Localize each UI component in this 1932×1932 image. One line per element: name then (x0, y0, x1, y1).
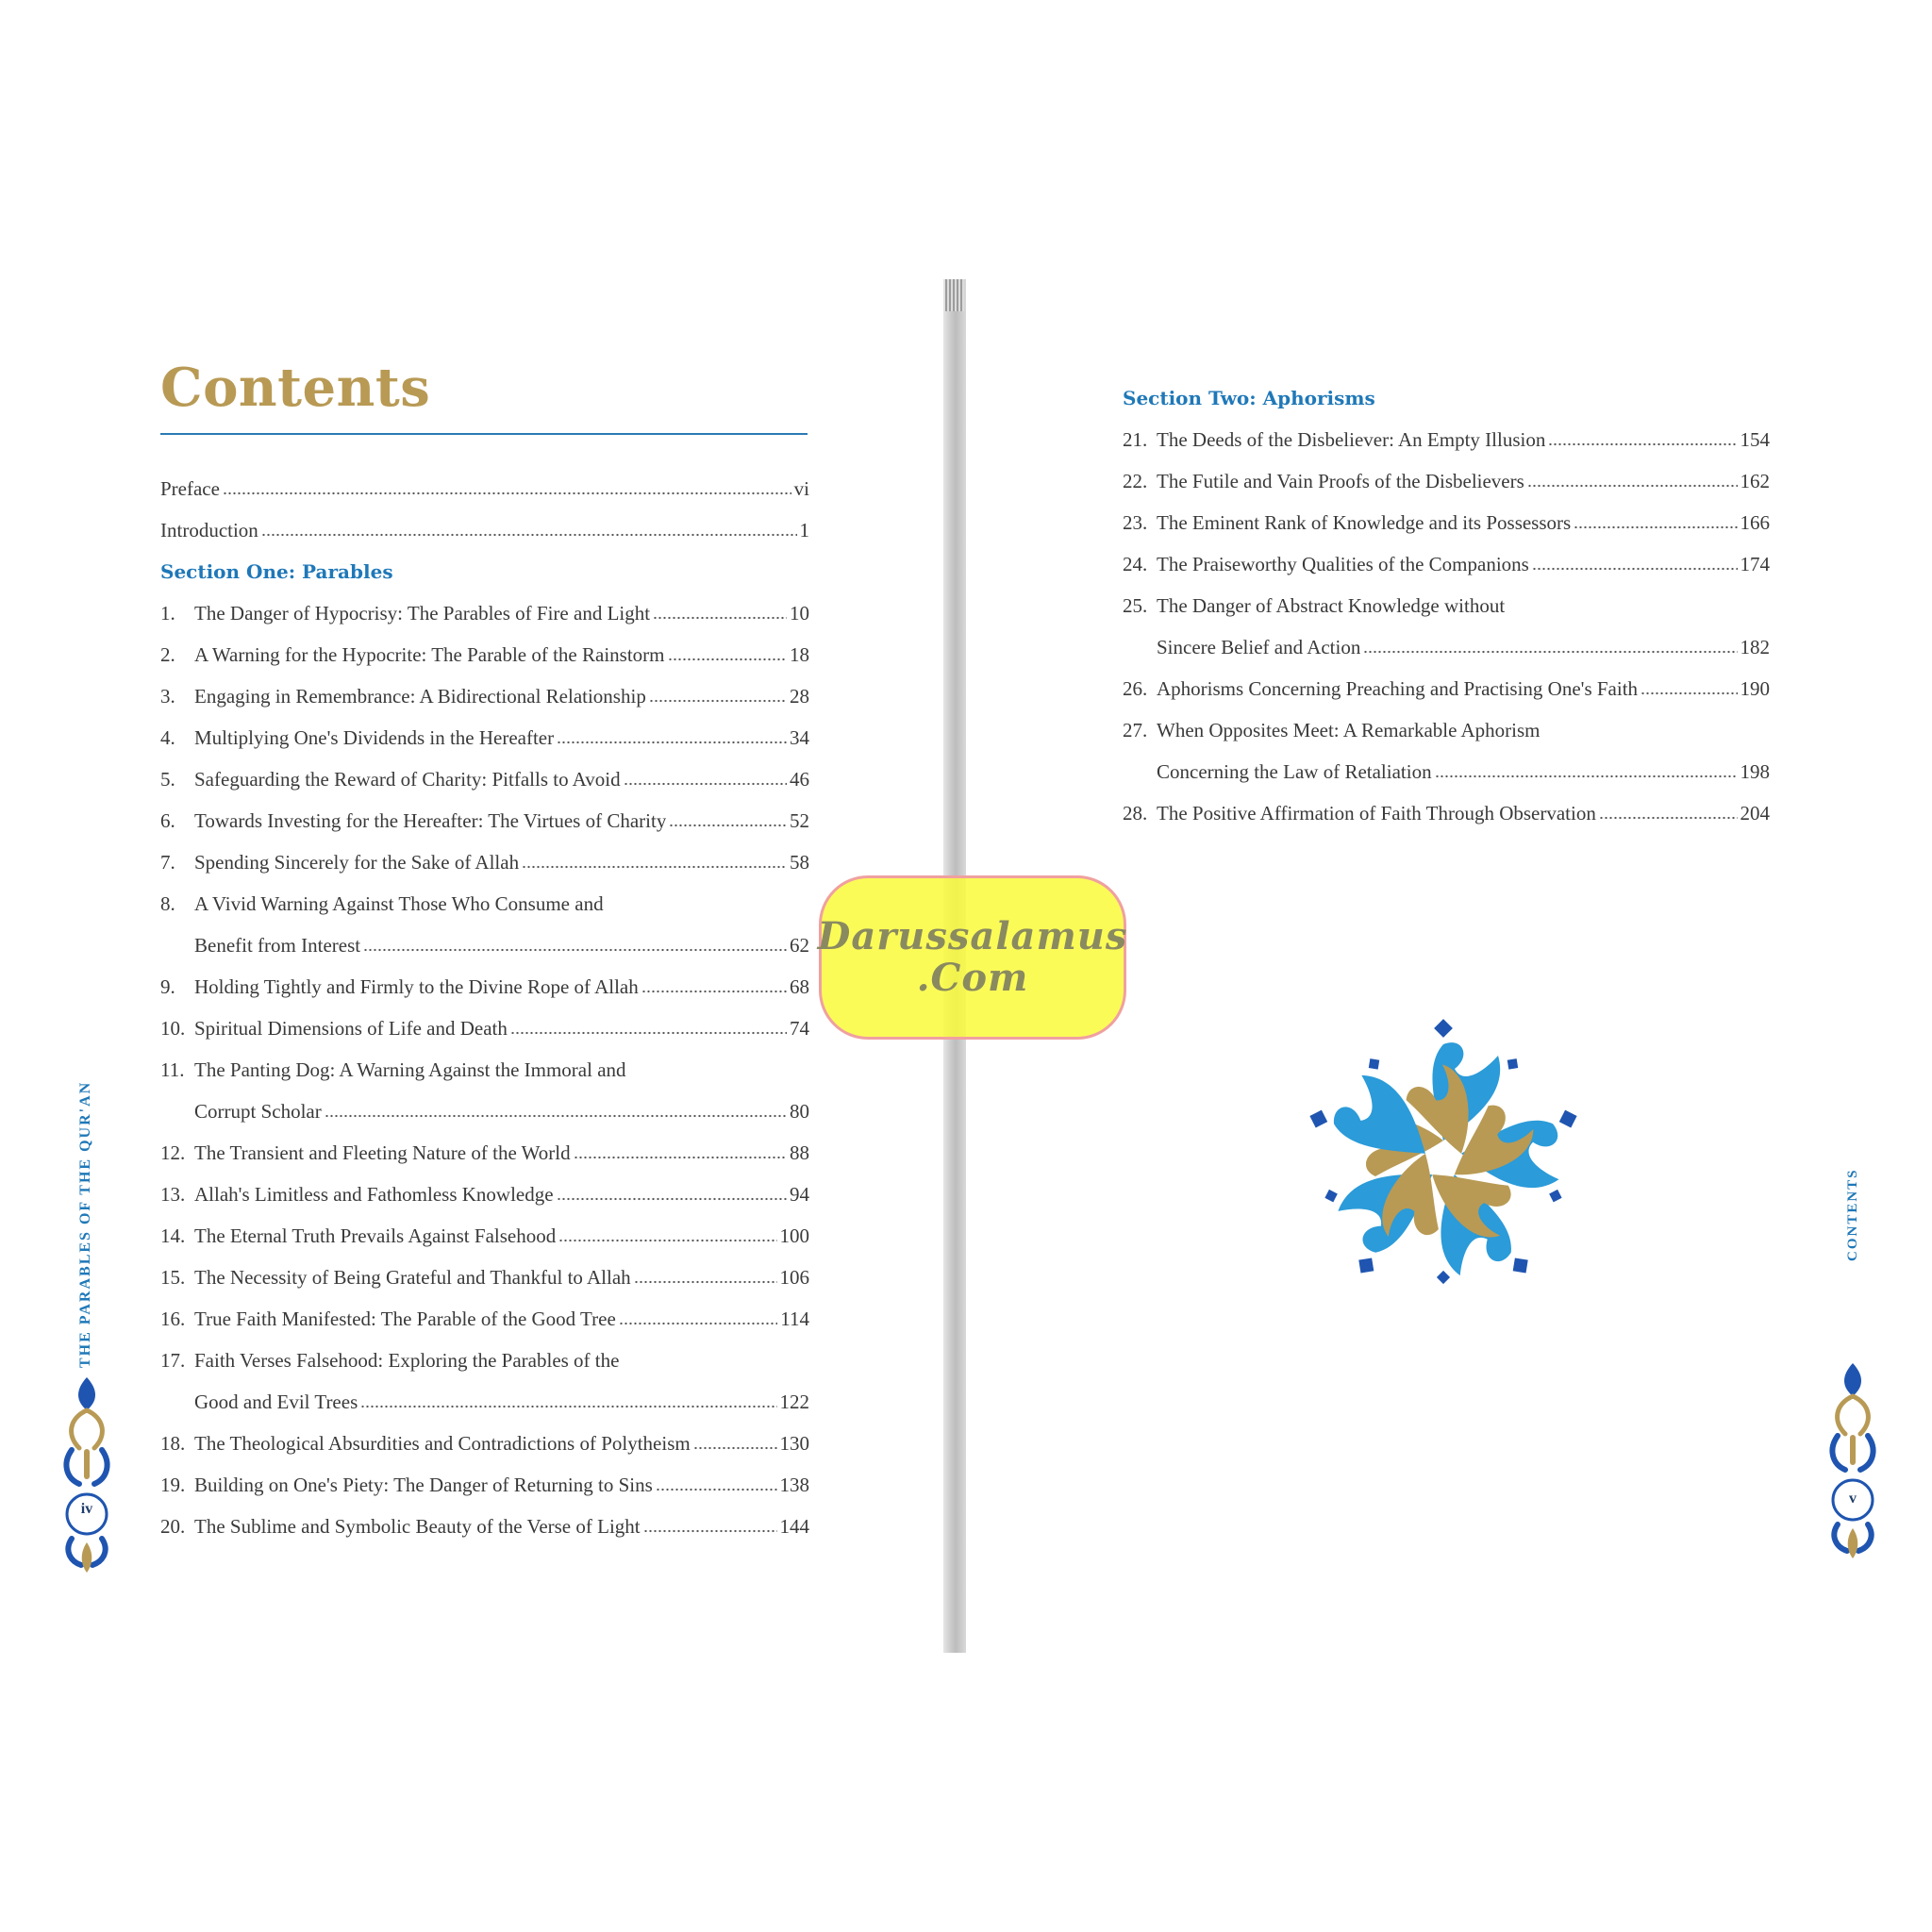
toc-entry-number: 11. (160, 1058, 185, 1081)
dot-leader (360, 1405, 776, 1408)
dot-leader (1532, 567, 1738, 571)
toc-entry (160, 1008, 809, 1049)
dot-leader (558, 1239, 776, 1242)
toc-entry-title: The Eternal Truth Prevails Against Falsehood (194, 1224, 557, 1247)
toc-entry-page: 174 (1740, 552, 1770, 575)
dot-leader (510, 1031, 787, 1035)
toc-entry-title: The Eminent Rank of Knowledge and its Possessors (1157, 510, 1572, 534)
toc-entry-title: Allah's Limitless and Fathomless Knowledge (194, 1182, 554, 1206)
toc-entry (160, 1049, 809, 1091)
toc-entry-page: 28 (790, 684, 809, 708)
toc-entry-page: 46 (790, 767, 809, 791)
toc-right-column (1123, 377, 1770, 834)
toc-entry-number: 27. (1123, 718, 1148, 741)
toc-entry (160, 800, 809, 841)
toc-entry-page: vi (793, 476, 809, 500)
toc-entry-title: A Warning for the Hypocrite: The Parable of the Rainstorm (194, 642, 665, 666)
toc-entry-page: 144 (779, 1514, 809, 1538)
toc-entry-page: 122 (779, 1390, 809, 1413)
toc-entry (160, 675, 809, 717)
toc-entry-page: 68 (790, 974, 809, 998)
toc-entry-title: The Transient and Fleeting Nature of the World (194, 1141, 571, 1164)
toc-entry (1123, 543, 1770, 585)
dot-leader (557, 1197, 787, 1201)
toc-entry (160, 1132, 809, 1174)
toc-entry (160, 634, 809, 675)
toc-entry-number: 23. (1123, 510, 1148, 534)
toc-entry (160, 1506, 809, 1547)
toc-entry-title: Good and Evil Trees (194, 1390, 358, 1413)
toc-entry (160, 1464, 809, 1506)
toc-entry-page: 198 (1740, 759, 1770, 783)
toc-entry-title: The Sublime and Symbolic Beauty of the Verse of Light (194, 1514, 641, 1538)
toc-entry-page: 62 (790, 933, 809, 957)
toc-entry (160, 1091, 809, 1132)
toc-entry-number: 2. (160, 642, 175, 666)
toc-entry-title: The Panting Dog: A Warning Against the Immoral and (194, 1058, 626, 1081)
arabesque-rosette-icon (1292, 1017, 1594, 1302)
toc-entry-page: 74 (790, 1016, 809, 1040)
watermark-line-1: Darussalamus (817, 914, 1128, 958)
toc-entry-page: 94 (790, 1182, 809, 1206)
toc-entry-number: 3. (160, 684, 175, 708)
toc-entry-number: 6. (160, 808, 175, 832)
toc-entry-page: 166 (1740, 510, 1770, 534)
toc-entry-title: Holding Tightly and Firmly to the Divine Rope of Allah (194, 974, 639, 998)
toc-entry (1123, 419, 1770, 460)
title-rule (160, 433, 808, 435)
toc-entry-number: 22. (1123, 469, 1148, 492)
toc-entry (1123, 626, 1770, 668)
toc-entry-title: Introduction (160, 518, 258, 541)
dot-leader (649, 699, 787, 703)
dot-leader (653, 616, 787, 620)
toc-entry-number: 5. (160, 767, 175, 791)
dot-leader (1548, 442, 1737, 446)
toc-entry-number: 19. (160, 1473, 186, 1496)
toc-entry (160, 966, 809, 1008)
toc-entry (160, 1423, 809, 1464)
toc-entry-page: 18 (790, 642, 809, 666)
dot-leader (557, 741, 787, 744)
toc-entry-title: Sincere Belief and Action (1157, 635, 1361, 658)
toc-entry-title: The Futile and Vain Proofs of the Disbelievers (1157, 469, 1524, 492)
toc-entry (160, 1340, 809, 1381)
toc-entry-page: 80 (790, 1099, 809, 1123)
toc-entry-title: The Positive Affirmation of Faith Through Observation (1157, 801, 1596, 824)
toc-entry-title: Towards Investing for the Hereafter: The Virtues of Charity (194, 808, 667, 832)
toc-entry-number: 8. (160, 891, 175, 915)
dot-leader (1527, 484, 1738, 488)
toc-entry-number: 20. (160, 1514, 186, 1538)
section-heading: Section One: Parables (160, 560, 393, 583)
toc-entry (160, 509, 809, 551)
toc-entry-page: 204 (1740, 801, 1770, 824)
dot-leader (634, 1280, 777, 1284)
section-heading: Section Two: Aphorisms (1123, 387, 1375, 409)
toc-entry (1123, 460, 1770, 502)
toc-entry (160, 1381, 809, 1423)
toc-entry-page: 58 (790, 850, 809, 874)
toc-entry-number: 10. (160, 1016, 186, 1040)
dot-leader (619, 1322, 777, 1325)
toc-entry (160, 758, 809, 800)
dot-leader (656, 1488, 777, 1491)
toc-entry-title: Faith Verses Falsehood: Exploring the Parables of the (194, 1348, 620, 1372)
toc-entry (1123, 792, 1770, 834)
toc-entry (160, 468, 809, 509)
toc-entry-number: 28. (1123, 801, 1148, 824)
toc-entry-page: 162 (1740, 469, 1770, 492)
toc-entry-number: 12. (160, 1141, 186, 1164)
dot-leader (1574, 525, 1737, 529)
toc-entry-number: 13. (160, 1182, 186, 1206)
toc-entry (160, 1174, 809, 1215)
page-title: Contents (160, 357, 431, 419)
toc-entry (160, 841, 809, 883)
page-number-right: v (1849, 1491, 1857, 1507)
toc-entry-number: 9. (160, 974, 175, 998)
running-head-right: CONTENTS (1845, 1168, 1860, 1261)
dot-leader (363, 948, 787, 952)
toc-entry (160, 1215, 809, 1257)
toc-entry-title: A Vivid Warning Against Those Who Consume and (194, 891, 604, 915)
dot-leader (624, 782, 787, 786)
toc-entry-number: 18. (160, 1431, 186, 1455)
toc-entry-title: Engaging in Remembrance: A Bidirectional Relationship (194, 684, 646, 708)
toc-entry-number: 26. (1123, 676, 1148, 700)
dot-leader (325, 1114, 787, 1118)
toc-entry-page: 1 (799, 518, 809, 541)
toc-entry-page: 130 (779, 1431, 809, 1455)
toc-entry-title: Preface (160, 476, 220, 500)
toc-entry-page: 106 (779, 1265, 809, 1289)
toc-entry-number: 17. (160, 1348, 186, 1372)
toc-entry-page: 88 (790, 1141, 809, 1164)
toc-entry-number: 21. (1123, 427, 1148, 451)
dot-leader (223, 491, 791, 495)
toc-entry (160, 1298, 809, 1340)
watermark-badge (819, 875, 1126, 1040)
toc-entry-title: Corrupt Scholar (194, 1099, 322, 1123)
toc-left-column (160, 468, 809, 1547)
toc-entry-page: 138 (779, 1473, 809, 1496)
dot-leader (643, 1529, 777, 1533)
dot-leader (1599, 816, 1738, 820)
toc-entry-title: The Danger of Abstract Knowledge without (1157, 593, 1506, 617)
dot-leader (1641, 691, 1737, 695)
toc-entry-title: When Opposites Meet: A Remarkable Aphorism (1157, 718, 1541, 741)
toc-entry-page: 182 (1740, 635, 1770, 658)
toc-entry (160, 924, 809, 966)
page-number-left: iv (80, 1501, 93, 1517)
toc-entry-page: 34 (790, 725, 809, 749)
toc-entry-page: 52 (790, 808, 809, 832)
toc-entry (160, 1257, 809, 1298)
toc-entry-number: 16. (160, 1307, 186, 1330)
toc-entry-page: 154 (1740, 427, 1770, 451)
toc-entry-page: 10 (790, 601, 809, 625)
toc-entry (160, 883, 809, 924)
dot-leader (1435, 774, 1738, 778)
dot-leader (261, 533, 797, 537)
toc-entry-number: 7. (160, 850, 175, 874)
dot-leader (574, 1156, 787, 1159)
toc-entry (1123, 751, 1770, 792)
toc-entry-number: 25. (1123, 593, 1148, 617)
toc-entry (1123, 585, 1770, 626)
toc-entry-title: The Praiseworthy Qualities of the Companions (1157, 552, 1529, 575)
floral-border-ornament-icon (58, 1373, 115, 1575)
toc-entry (160, 717, 809, 758)
toc-entry-title: Spiritual Dimensions of Life and Death (194, 1016, 508, 1040)
running-head-left: THE PARABLES OF THE QUR'AN (77, 1080, 93, 1368)
floral-border-ornament-icon (1824, 1358, 1881, 1561)
toc-entry-page: 190 (1740, 676, 1770, 700)
toc-entry-number: 24. (1123, 552, 1148, 575)
toc-entry (160, 592, 809, 634)
dot-leader (522, 865, 787, 869)
toc-entry-title: Aphorisms Concerning Preaching and Practising One's Faith (1157, 676, 1639, 700)
watermark-line-2: .Com (916, 956, 1029, 1000)
toc-entry-page: 100 (779, 1224, 809, 1247)
toc-entry-number: 1. (160, 601, 175, 625)
toc-entry-number: 4. (160, 725, 175, 749)
toc-entry-title: The Necessity of Being Grateful and Thankful to Allah (194, 1265, 631, 1289)
toc-entry-title: True Faith Manifested: The Parable of the Good Tree (194, 1307, 616, 1330)
toc-entry-title: Spending Sincerely for the Sake of Allah (194, 850, 520, 874)
toc-entry-title: The Danger of Hypocrisy: The Parables of Fire and Light (194, 601, 651, 625)
toc-entry-page: 114 (780, 1307, 809, 1330)
toc-entry-title: The Theological Absurdities and Contradictions of Polytheism (194, 1431, 691, 1455)
dot-leader (668, 658, 788, 661)
toc-entry-title: Benefit from Interest (194, 933, 361, 957)
toc-entry-title: Multiplying One's Dividends in the Hereafter (194, 725, 555, 749)
dot-leader (641, 990, 787, 993)
toc-entry (1123, 709, 1770, 751)
left-page (0, 0, 943, 1932)
dot-leader (693, 1446, 777, 1450)
toc-entry-title: Concerning the Law of Retaliation (1157, 759, 1432, 783)
toc-entry-title: Safeguarding the Reward of Charity: Pitfalls to Avoid (194, 767, 621, 791)
toc-entry-number: 14. (160, 1224, 186, 1247)
toc-entry-title: The Deeds of the Disbeliever: An Empty Illusion (1157, 427, 1546, 451)
toc-entry-number: 15. (160, 1265, 186, 1289)
toc-entry-title: Building on One's Piety: The Danger of Returning to Sins (194, 1473, 653, 1496)
toc-entry (1123, 502, 1770, 543)
toc-entry (1123, 668, 1770, 709)
dot-leader (669, 824, 787, 827)
dot-leader (1363, 650, 1737, 654)
